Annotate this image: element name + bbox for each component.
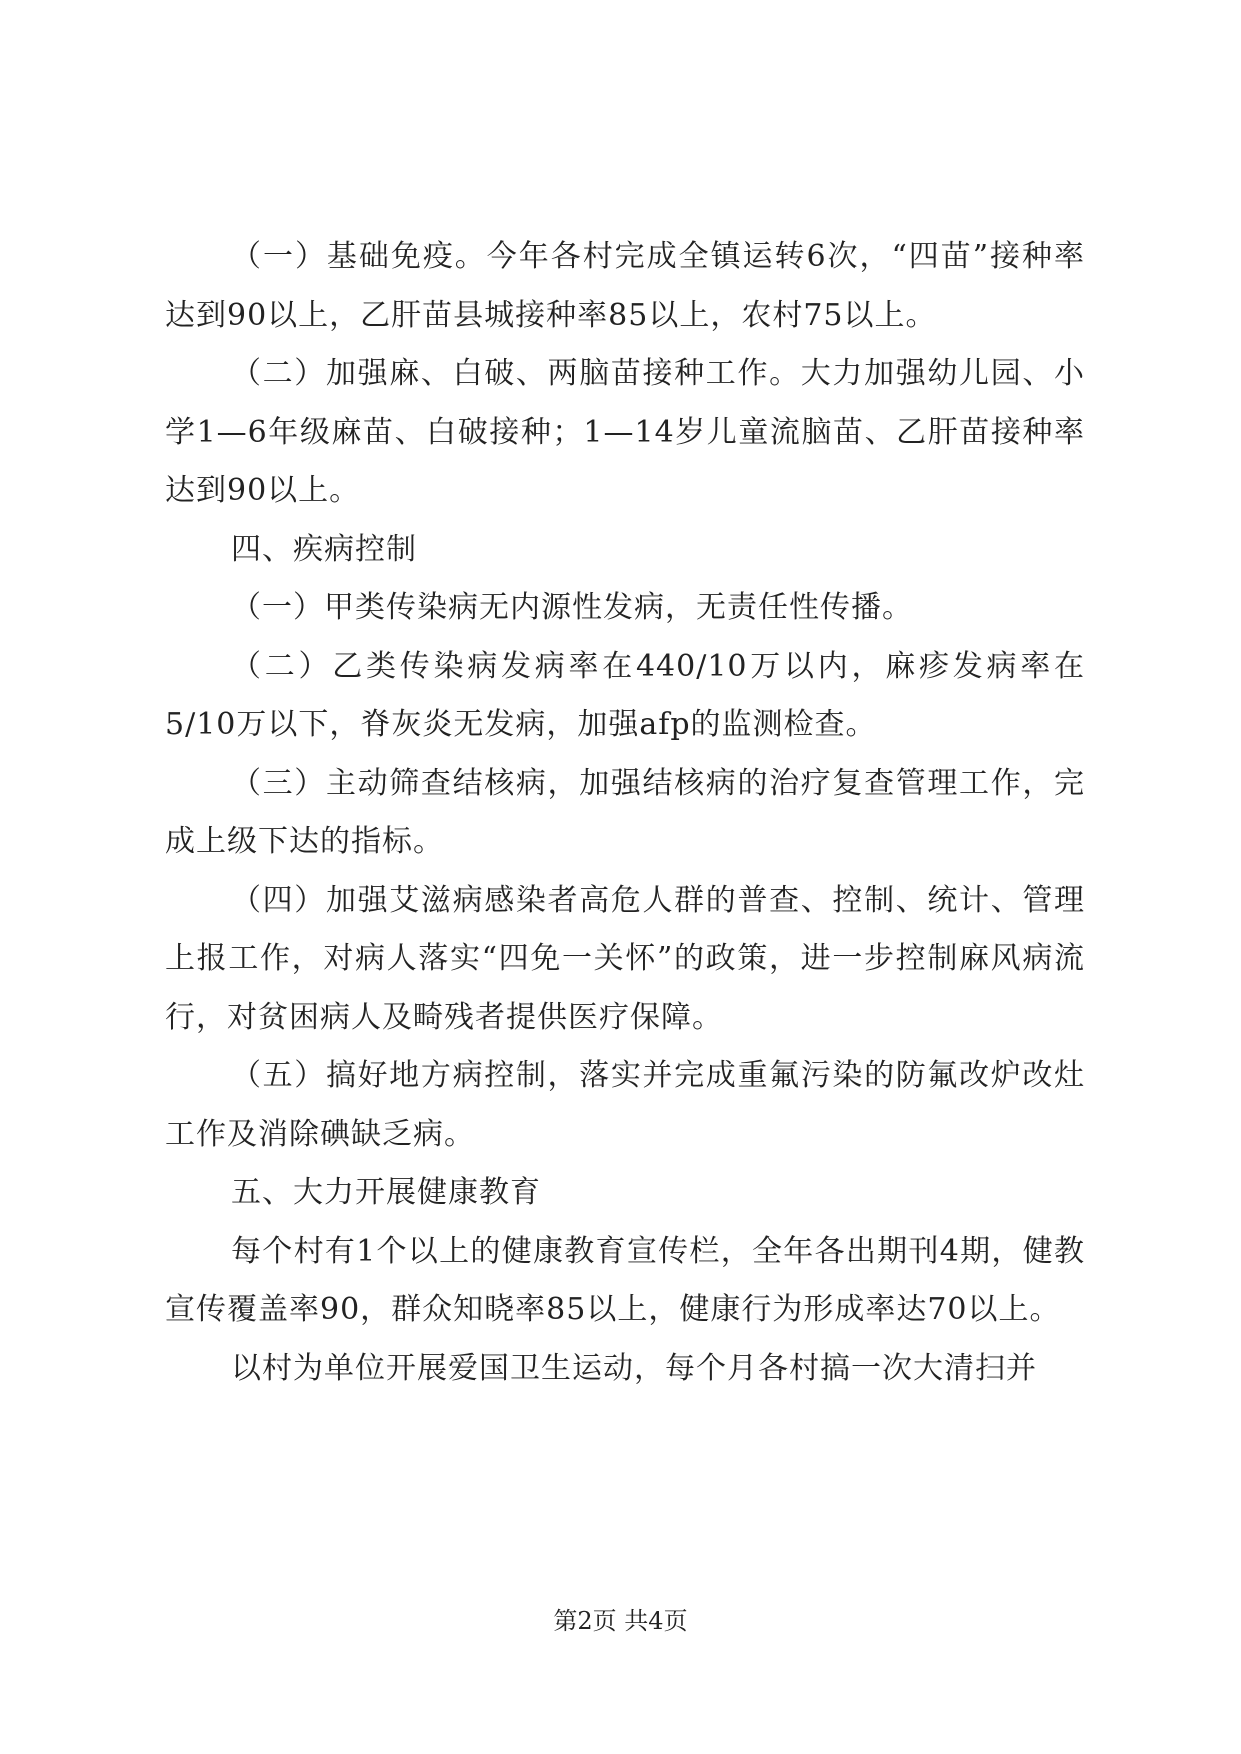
paragraph-tuberculosis: （三）主动筛查结核病，加强结核病的治疗复查管理工作，完成上级下达的指标。 xyxy=(165,765,1085,859)
section-heading-disease-control: 四、疾病控制 xyxy=(231,531,417,567)
paragraph-health-education-board: 每个村有1个以上的健康教育宣传栏，全年各出期刊4期，健教宣传覆盖率90，群众知晓率85以上，健康行为形成率达70以上。 xyxy=(165,1233,1085,1327)
paragraph-basic-immunization: （一）基础免疫。今年各村完成全镇运转6次，“四苗”接种率达到90以上，乙肝苗县城接种率85以上，农村75以上。 xyxy=(165,239,1085,333)
paragraph-patriotic-hygiene: 以村为单位开展爱国卫生运动，每个月各村搞一次大清扫并 xyxy=(231,1350,1037,1386)
paragraph-vaccination-work: （二）加强麻、白破、两脑苗接种工作。大力加强幼儿园、小学1—6年级麻苗、白破接种；1—14岁儿童流脑苗、乙肝苗接种率达到90以上。 xyxy=(165,356,1085,508)
section-heading-health-education: 五、大力开展健康教育 xyxy=(231,1175,541,1210)
page-footer: 第2页 共4页 xyxy=(553,1607,688,1635)
paragraph-endemic-disease: （五）搞好地方病控制，落实并完成重氟污染的防氟改炉改灶工作及消除碘缺乏病。 xyxy=(165,1058,1085,1152)
paragraph-class-a-diseases: （一）甲类传染病无内源性发病，无责任性传播。 xyxy=(231,590,913,625)
paragraph-class-b-diseases: （二）乙类传染病发病率在440/10万以内，麻疹发病率在5/10万以下，脊灰炎无发病，加强afp的监测检查。 xyxy=(165,648,1085,742)
paragraph-aids-control: （四）加强艾滋病感染者高危人群的普查、控制、统计、管理上报工作，对病人落实“四免一关怀”的政策，进一步控制麻风病流行，对贫困病人及畸残者提供医疗保障。 xyxy=(165,882,1085,1035)
document-body xyxy=(165,228,1085,1398)
